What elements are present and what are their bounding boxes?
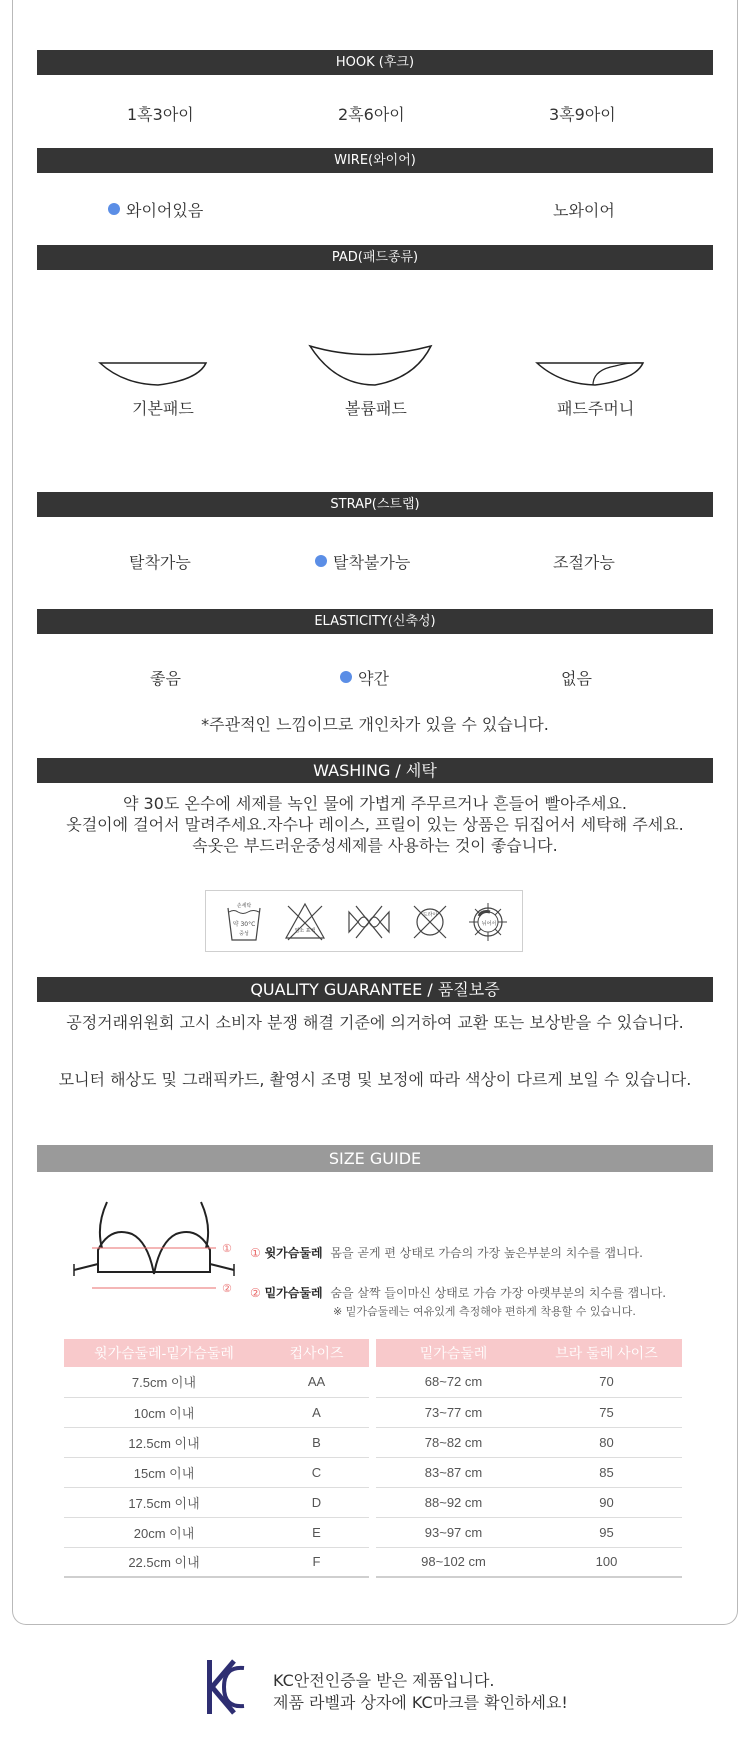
measure-2-text: 숨을 살짝 들이마신 상태로 가슴 가장 아랫부분의 치수를 잽니다. [330, 1286, 667, 1300]
no-tumble-label: 뉘어서 [481, 921, 497, 927]
table-cell: 95 [531, 1517, 682, 1547]
table-row [376, 1517, 682, 1547]
no-dry-clean-label: 드라이 [422, 912, 438, 918]
wire-option-with-label: 와이어있음 [126, 201, 204, 220]
kc-mark-icon [204, 1656, 248, 1718]
hook-header: HOOK (후크) [37, 50, 713, 75]
washing-header: WASHING / 세탁 [37, 758, 713, 783]
table-row [64, 1547, 369, 1577]
table-cell: A [264, 1397, 369, 1427]
strap-option-fixed-label: 탈착불가능 [333, 553, 411, 572]
kc-line-2: 제품 라벨과 상자에 KC마크를 확인하세요! [273, 1693, 568, 1712]
table-cell: 85 [531, 1457, 682, 1487]
wire-header: WIRE(와이어) [37, 148, 713, 173]
band-size-table [376, 1339, 682, 1578]
kc-notice [273, 1670, 568, 1714]
elasticity-option-good: 좋음 [150, 669, 181, 688]
table-cell: 75 [531, 1397, 682, 1427]
no-wring-icon [346, 900, 392, 944]
bra-measurement-icon [70, 1198, 238, 1294]
hand-wash-temp: 약 30°C [232, 921, 256, 928]
table-row [376, 1547, 682, 1577]
measure-2-number: ② [250, 1286, 261, 1300]
wire-option-without: 노와이어 [553, 201, 615, 220]
table-row [376, 1397, 682, 1427]
measure-under-bust [250, 1284, 666, 1301]
no-bleach-label: 염소 표백 [294, 928, 316, 934]
elasticity-note: *주관적인 느낌이므로 개인차가 있을 수 있습니다. [201, 715, 549, 734]
strap-option-adjustable: 조절가능 [553, 553, 615, 572]
washing-line-1: 약 30도 온수에 세제를 녹인 물에 가볍게 주무르거나 흔들어 빨아주세요. [123, 794, 627, 813]
elasticity-option-some-label: 약간 [358, 669, 389, 688]
table-cell: 73~77 cm [376, 1397, 531, 1427]
table-cell: 68~72 cm [376, 1367, 531, 1397]
cup-size-table [64, 1339, 369, 1578]
hand-wash-icon [226, 900, 262, 944]
kc-line-1: KC안전인증을 받은 제품입니다. [273, 1671, 495, 1690]
pad-option-pocket: 패드주머니 [557, 399, 635, 418]
table-cell: 90 [531, 1487, 682, 1517]
table-row [64, 1457, 369, 1487]
strap-option-detachable: 탈착가능 [129, 553, 191, 572]
table-cell: D [264, 1487, 369, 1517]
no-bleach-icon [284, 900, 326, 944]
table-row [376, 1367, 682, 1397]
wire-option-with [108, 198, 203, 221]
table-cell: 17.5cm 이내 [64, 1487, 264, 1517]
pad-option-basic: 기본패드 [132, 399, 194, 418]
table-cell: E [264, 1517, 369, 1547]
washing-line-2: 옷걸이에 걸어서 말려주세요.자수나 레이스, 프릴이 있는 상품은 뒤집어서 세탁해 주세요. [66, 815, 684, 834]
table-row [376, 1487, 682, 1517]
basic-pad-icon [98, 358, 210, 388]
table-cell: 78~82 cm [376, 1427, 531, 1457]
measure-1-label: 윗가슴둘레 [264, 1246, 323, 1260]
hook-option-3: 3혹9아이 [549, 105, 616, 124]
table-cell: 93~97 cm [376, 1517, 531, 1547]
washing-line-3: 속옷은 부드러운중성세제를 사용하는 것이 좋습니다. [192, 836, 558, 855]
hook-option-2: 2혹6아이 [338, 105, 405, 124]
pad-pocket-icon [535, 358, 647, 388]
strap-header: STRAP(스트랩) [37, 492, 713, 517]
selected-dot-icon [340, 671, 352, 683]
hand-wash-neutral: 중성 [239, 931, 249, 937]
table-row [376, 1427, 682, 1457]
selected-dot-icon [315, 555, 327, 567]
volume-pad-icon [307, 343, 435, 389]
strap-option-fixed [315, 550, 410, 573]
measure-note: ※ 밑가슴둘레는 여유있게 측정해야 편하게 착용할 수 있습니다. [333, 1305, 636, 1318]
no-dry-clean-icon [410, 900, 450, 944]
band-table-header-under: 밑가슴둘레 [376, 1339, 531, 1367]
hand-wash-label: 손세탁 [236, 903, 252, 909]
measure-point-1: ① [222, 1242, 232, 1255]
table-row [64, 1367, 369, 1397]
cup-table-header-cup: 컵사이즈 [264, 1339, 369, 1367]
measure-point-2: ② [222, 1282, 232, 1294]
table-cell: 80 [531, 1427, 682, 1457]
quality-line-1: 공정거래위원회 고시 소비자 분쟁 해결 기준에 의거하여 교환 또는 보상받을 수 있습니다. [66, 1013, 684, 1032]
no-tumble-dry-icon [468, 900, 508, 944]
pad-header: PAD(패드종류) [37, 245, 713, 270]
measure-upper-bust [250, 1244, 643, 1261]
table-row [64, 1487, 369, 1517]
table-row [64, 1427, 369, 1457]
elasticity-option-some [340, 666, 389, 689]
band-table-header-band: 브라 둘레 사이즈 [531, 1339, 682, 1367]
quality-header: QUALITY GUARANTEE / 품질보증 [37, 977, 713, 1002]
table-row [376, 1457, 682, 1487]
care-symbols-box [205, 890, 523, 952]
selected-dot-icon [108, 203, 120, 215]
table-cell: 10cm 이내 [64, 1397, 264, 1427]
hook-option-1: 1혹3아이 [127, 105, 194, 124]
table-cell: 88~92 cm [376, 1487, 531, 1517]
table-row [64, 1517, 369, 1547]
measure-1-number: ① [250, 1246, 261, 1260]
table-cell: AA [264, 1367, 369, 1397]
table-cell: 20cm 이내 [64, 1517, 264, 1547]
table-cell: F [264, 1547, 369, 1577]
pad-option-volume: 볼륨패드 [345, 399, 407, 418]
elasticity-header: ELASTICITY(신축성) [37, 609, 713, 634]
table-row [64, 1397, 369, 1427]
measure-1-text: 몸을 곧게 편 상태로 가슴의 가장 높은부분의 치수를 잽니다. [330, 1246, 643, 1260]
quality-line-2: 모니터 해상도 및 그래픽카드, 촬영시 조명 및 보정에 따라 색상이 다르게 보일 수 있습니다. [58, 1070, 692, 1089]
table-cell: 70 [531, 1367, 682, 1397]
table-cell: 83~87 cm [376, 1457, 531, 1487]
table-cell: 100 [531, 1547, 682, 1577]
table-cell: 22.5cm 이내 [64, 1547, 264, 1577]
cup-table-header-diff: 윗가슴둘레-밑가슴둘레 [64, 1339, 264, 1367]
table-cell: 98~102 cm [376, 1547, 531, 1577]
size-guide-header: SIZE GUIDE [37, 1145, 713, 1172]
elasticity-option-none: 없음 [561, 669, 592, 688]
table-cell: B [264, 1427, 369, 1457]
table-cell: 15cm 이내 [64, 1457, 264, 1487]
measure-2-label: 밑가슴둘레 [264, 1286, 323, 1300]
table-cell: 7.5cm 이내 [64, 1367, 264, 1397]
table-cell: 12.5cm 이내 [64, 1427, 264, 1457]
table-cell: C [264, 1457, 369, 1487]
